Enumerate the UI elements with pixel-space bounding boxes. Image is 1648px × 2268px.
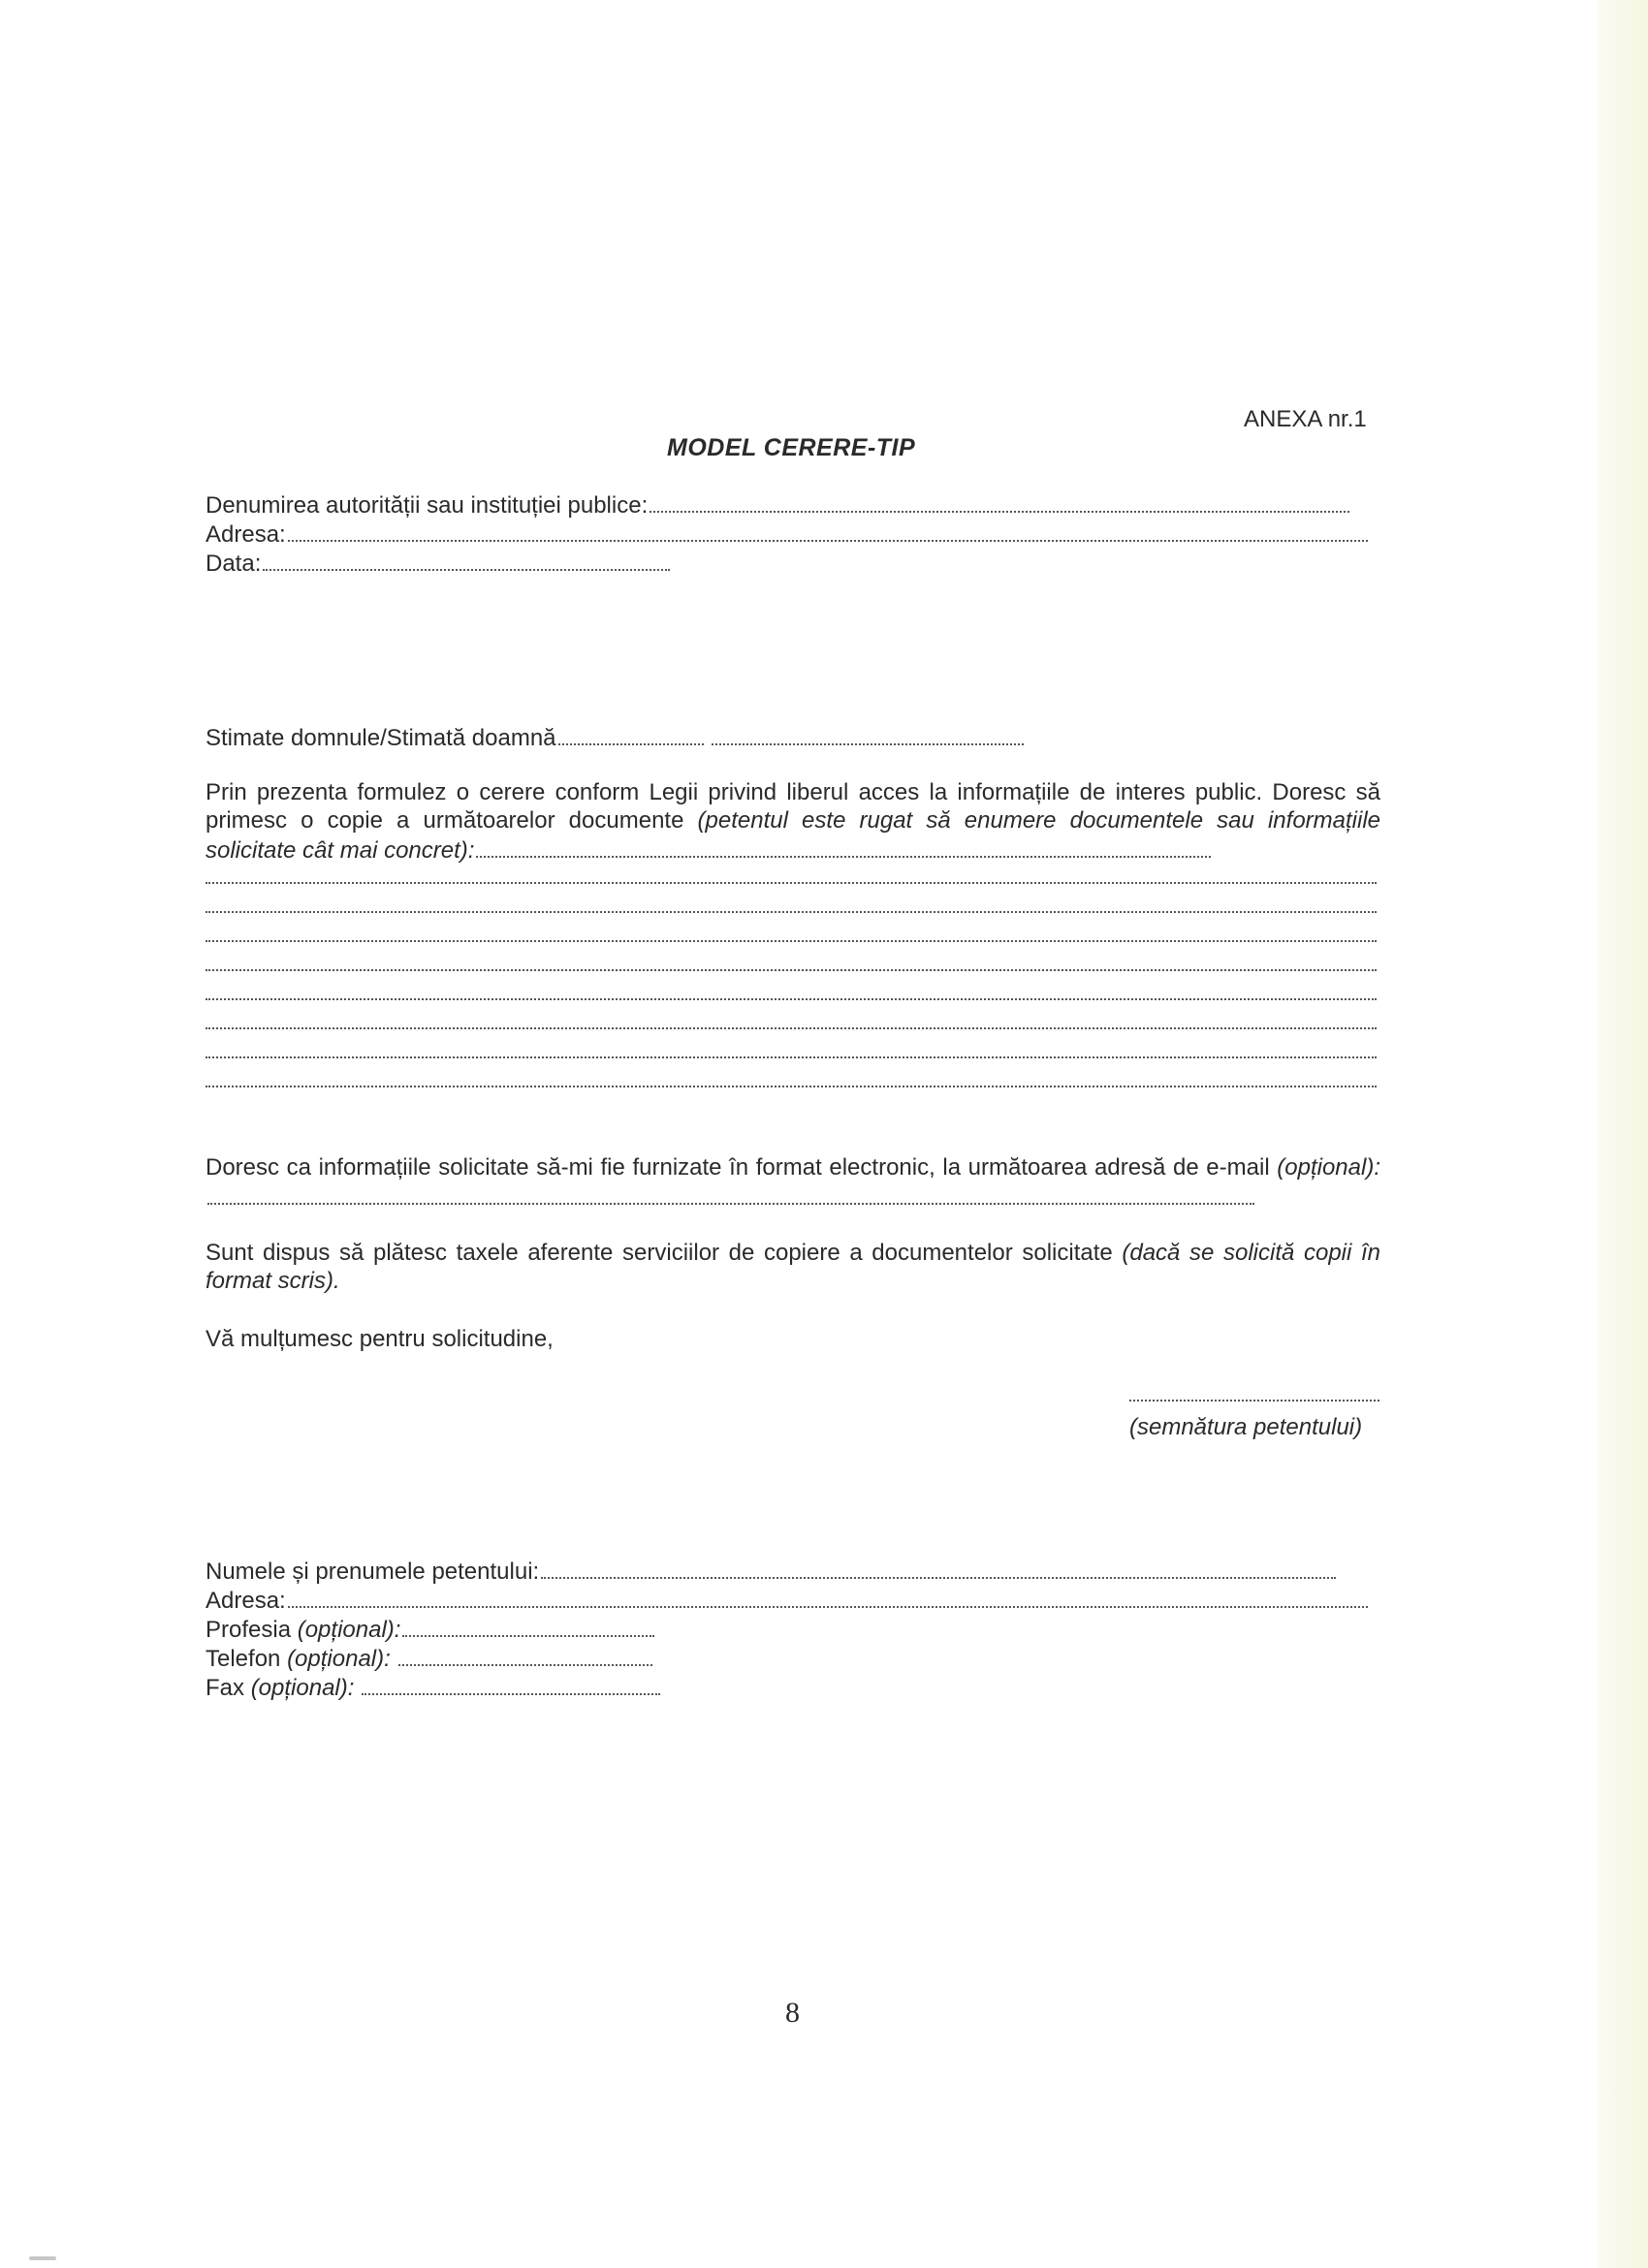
- scan-mark: [29, 2256, 56, 2260]
- documents-line-4: [206, 967, 1377, 971]
- fees-text: Sunt dispus să plătesc taxele aferente serviciilor de copiere a documentelor solicitate: [206, 1240, 1123, 1266]
- request-italic: (petentul este rugat să enumere documentele sau informațiile solicitate cât mai concret):: [206, 807, 1381, 864]
- documents-line-3: [206, 938, 1377, 942]
- electronic-paragraph: [206, 1153, 1380, 1212]
- documents-line-6: [206, 1025, 1377, 1029]
- documents-line-1: [206, 880, 1377, 884]
- fees-italic: (dacă se solicită copii în format scris).: [206, 1240, 1380, 1294]
- fax-blank: [362, 1672, 660, 1695]
- phone-blank: [398, 1643, 652, 1666]
- phone-label: Telefon: [206, 1646, 281, 1672]
- date-field: [206, 548, 670, 577]
- profession-note: (opțional):: [297, 1617, 401, 1643]
- electronic-text: Doresc ca informațiile solicitate să-mi fie furnizate în format electronic, la următoarea adresă de e-mail: [206, 1154, 1278, 1181]
- document-title: MODEL CERERE-TIP: [667, 434, 916, 461]
- documents-line-8: [206, 1084, 1377, 1087]
- salutation-line: [206, 722, 1024, 751]
- profession-label: Profesia: [206, 1617, 292, 1643]
- page-number: 8: [785, 1997, 800, 2029]
- authority-field: [206, 489, 1349, 519]
- closing-line: Vă mulțumesc pentru solicitudine,: [206, 1326, 554, 1352]
- applicant-address-field: [206, 1585, 1368, 1614]
- signature-label: (semnătura petentului): [1129, 1414, 1363, 1440]
- request-paragraph: [206, 778, 1380, 865]
- phone-field: [206, 1643, 652, 1672]
- scan-edge: [1598, 0, 1648, 2268]
- signature-blank: [1129, 1398, 1379, 1402]
- request-blank: [476, 835, 1211, 858]
- address-label: Adresa:: [206, 521, 286, 548]
- fax-note: (opțional):: [250, 1675, 355, 1701]
- electronic-italic: (opțional):: [1277, 1154, 1380, 1181]
- applicant-name-blank: [541, 1556, 1336, 1579]
- applicant-name-label: Numele și prenumele petentului:: [206, 1559, 540, 1585]
- profession-blank: [402, 1614, 654, 1637]
- applicant-address-label: Adresa:: [206, 1588, 286, 1614]
- annex-label: ANEXA nr.1: [1244, 406, 1367, 432]
- authority-label: Denumirea autorității sau instituției publice:: [206, 492, 649, 519]
- fees-paragraph: [206, 1239, 1380, 1295]
- salutation-blank-1: [558, 722, 704, 745]
- address-blank: [288, 519, 1368, 542]
- email-blank: [207, 1181, 1254, 1205]
- documents-line-5: [206, 996, 1377, 1000]
- fax-field: [206, 1672, 660, 1701]
- fax-label: Fax: [206, 1675, 245, 1701]
- documents-line-7: [206, 1055, 1377, 1058]
- phone-note: (opțional):: [287, 1646, 391, 1672]
- documents-line-2: [206, 909, 1377, 913]
- profession-field: [206, 1614, 654, 1643]
- address-field: [206, 519, 1368, 548]
- date-blank: [263, 548, 670, 571]
- applicant-address-blank: [288, 1585, 1368, 1608]
- applicant-name-field: [206, 1556, 1336, 1585]
- salutation-blank-2: [712, 722, 1024, 745]
- date-label: Data:: [206, 551, 262, 577]
- authority-blank: [650, 489, 1349, 513]
- request-text: Prin prezenta formulez o cerere conform Legii privind liberul acces la informațiile de interes public. Doresc să primesc o copie a următoarelor documente: [206, 779, 1380, 834]
- salutation-text: Stimate domnule/Stimată doamnă: [206, 725, 556, 751]
